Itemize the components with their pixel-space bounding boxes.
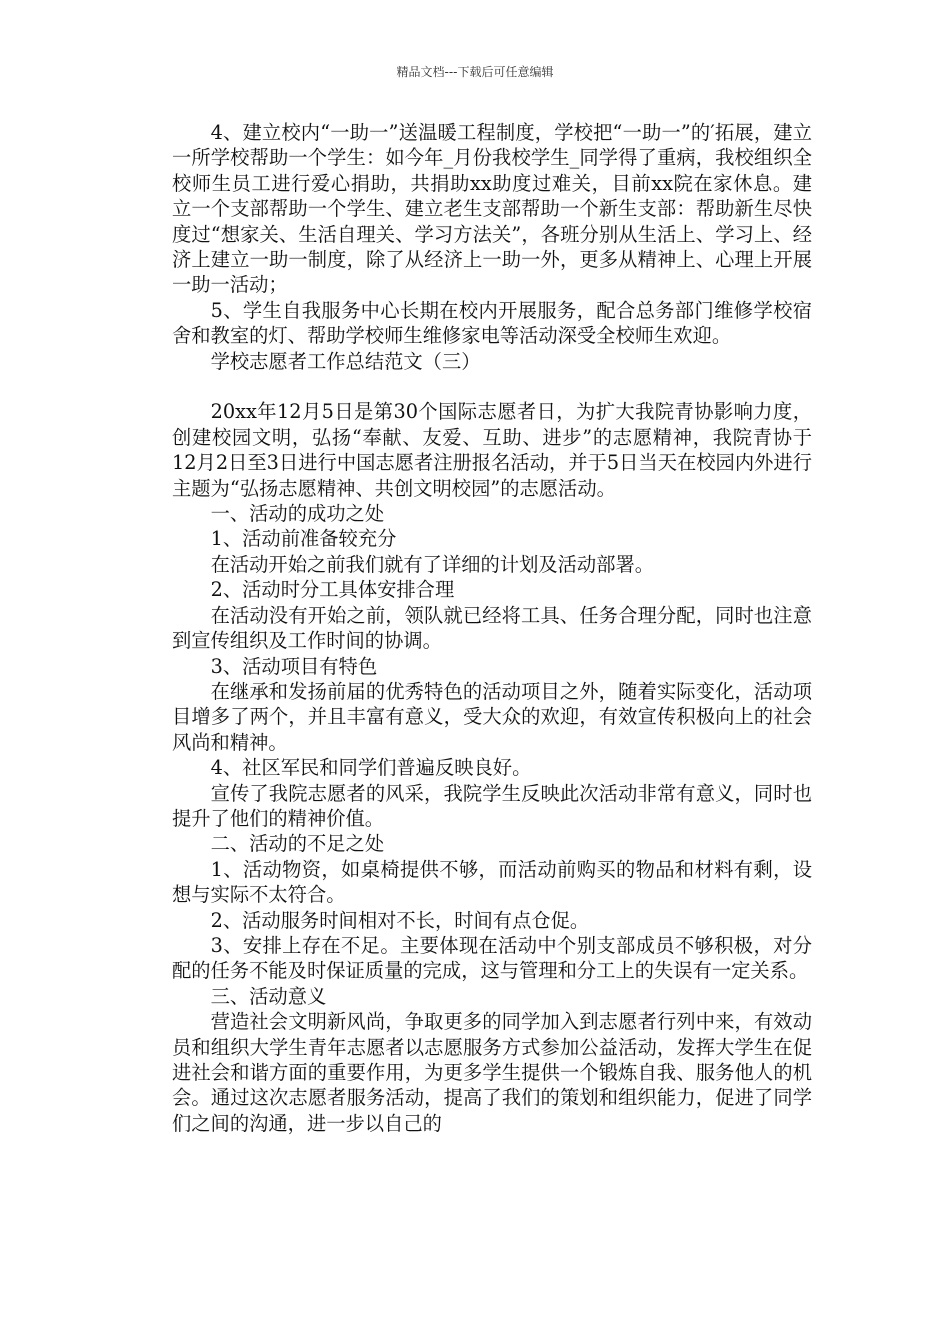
item-1-text: 在活动开始之前我们就有了详细的计划及活动部署。 bbox=[210, 552, 655, 576]
paragraph-one-help-one: 4、建立校内“一助一”送温暖工程制度，学校把“一助一”的′拓展，建立一所学校帮助一个学生：如今年_月份我校学生_同学得了重病，我校组织全校师生员工进行爱心捐助，共捐助xx助度过难关，目前xx院在家休息。建立一个支部帮助一个学生、建立老生支部帮助一个新生支部：帮助新生尽快度过“想家关、生活自理关、学习方法关”，各班分别从生活上、学习上、经济上建立一助一制度，除了从经济上一助一外，更多从精神上、心理上开展一助一活动； bbox=[172, 121, 812, 297]
item-3-text: 在继承和发扬前届的优秀特色的活动项目之外，随着实际变化，活动项目增多了两个，并且丰富有意义，受大众的欢迎，有效宣传积极向上的社会风尚和精神。 bbox=[172, 679, 812, 754]
heading-success: 一、活动的成功之处 bbox=[210, 502, 385, 526]
item-1-heading: 1、活动前准备较充分 bbox=[210, 527, 397, 551]
blank-line bbox=[172, 374, 812, 399]
section-title: 学校志愿者工作总结范文（三） bbox=[210, 349, 481, 373]
page-header: 精品文档---下载后可任意编辑 bbox=[396, 65, 554, 79]
heading-shortcomings: 二、活动的不足之处 bbox=[210, 832, 385, 856]
shortcoming-3: 3、安排上存在不足。主要体现在活动中个别支部成员不够积极，对分配的任务不能及时保证质量的完成，这与管理和分工上的失误有一定关系。 bbox=[172, 933, 812, 983]
significance-text: 营造社会文明新风尚，争取更多的同学加入到志愿者行列中来，有效动员和组织大学生青年志愿者以志愿服务方式参加公益活动，发挥大学生在促进社会和谐方面的重要作用，为更多学生提供一个锻炼自我、服务他人的机会。通过这次志愿者服务活动，提高了我们的策划和组织能力，促进了同学们之间的沟通，进一步以自己的 bbox=[172, 1010, 812, 1135]
paragraph-self-service: 5、学生自我服务中心长期在校内开展服务，配合总务部门维修学校宿舍和教室的灯、帮助学校师生维修家电等活动深受全校师生欢迎。 bbox=[172, 298, 812, 348]
heading-significance: 三、活动意义 bbox=[210, 984, 327, 1008]
item-4-heading: 4、社区军民和同学们普遍反映良好。 bbox=[210, 756, 532, 780]
item-2-heading: 2、活动时分工具体安排合理 bbox=[210, 578, 455, 602]
item-3-heading: 3、活动项目有特色 bbox=[210, 654, 378, 678]
item-2-text: 在活动没有开始之前，领队就已经将工具、任务合理分配，同时也注意到宣传组织及工作时间的协调。 bbox=[172, 603, 812, 653]
shortcoming-2: 2、活动服务时间相对不长，时间有点仓促。 bbox=[210, 908, 590, 932]
shortcoming-1: 1、活动物资，如桌椅提供不够，而活动前购买的物品和材料有剩，设想与实际不太符合。 bbox=[172, 857, 812, 907]
paragraph-intro: 20xx年12月5日是第30个国际志愿者日，为扩大我院青协影响力度，创建校园文明，弘扬“奉献、友爱、互助、进步”的志愿精神，我院青协于12月2日至3日进行中国志愿者注册报名活动，并于5日当天在校园内外进行主题为“弘扬志愿精神、共创文明校园”的志愿活动。 bbox=[172, 400, 812, 500]
item-4-text: 宣传了我院志愿者的风采，我院学生反映此次活动非常有意义，同时也提升了他们的精神价值。 bbox=[172, 781, 812, 830]
document-body bbox=[172, 120, 812, 1136]
